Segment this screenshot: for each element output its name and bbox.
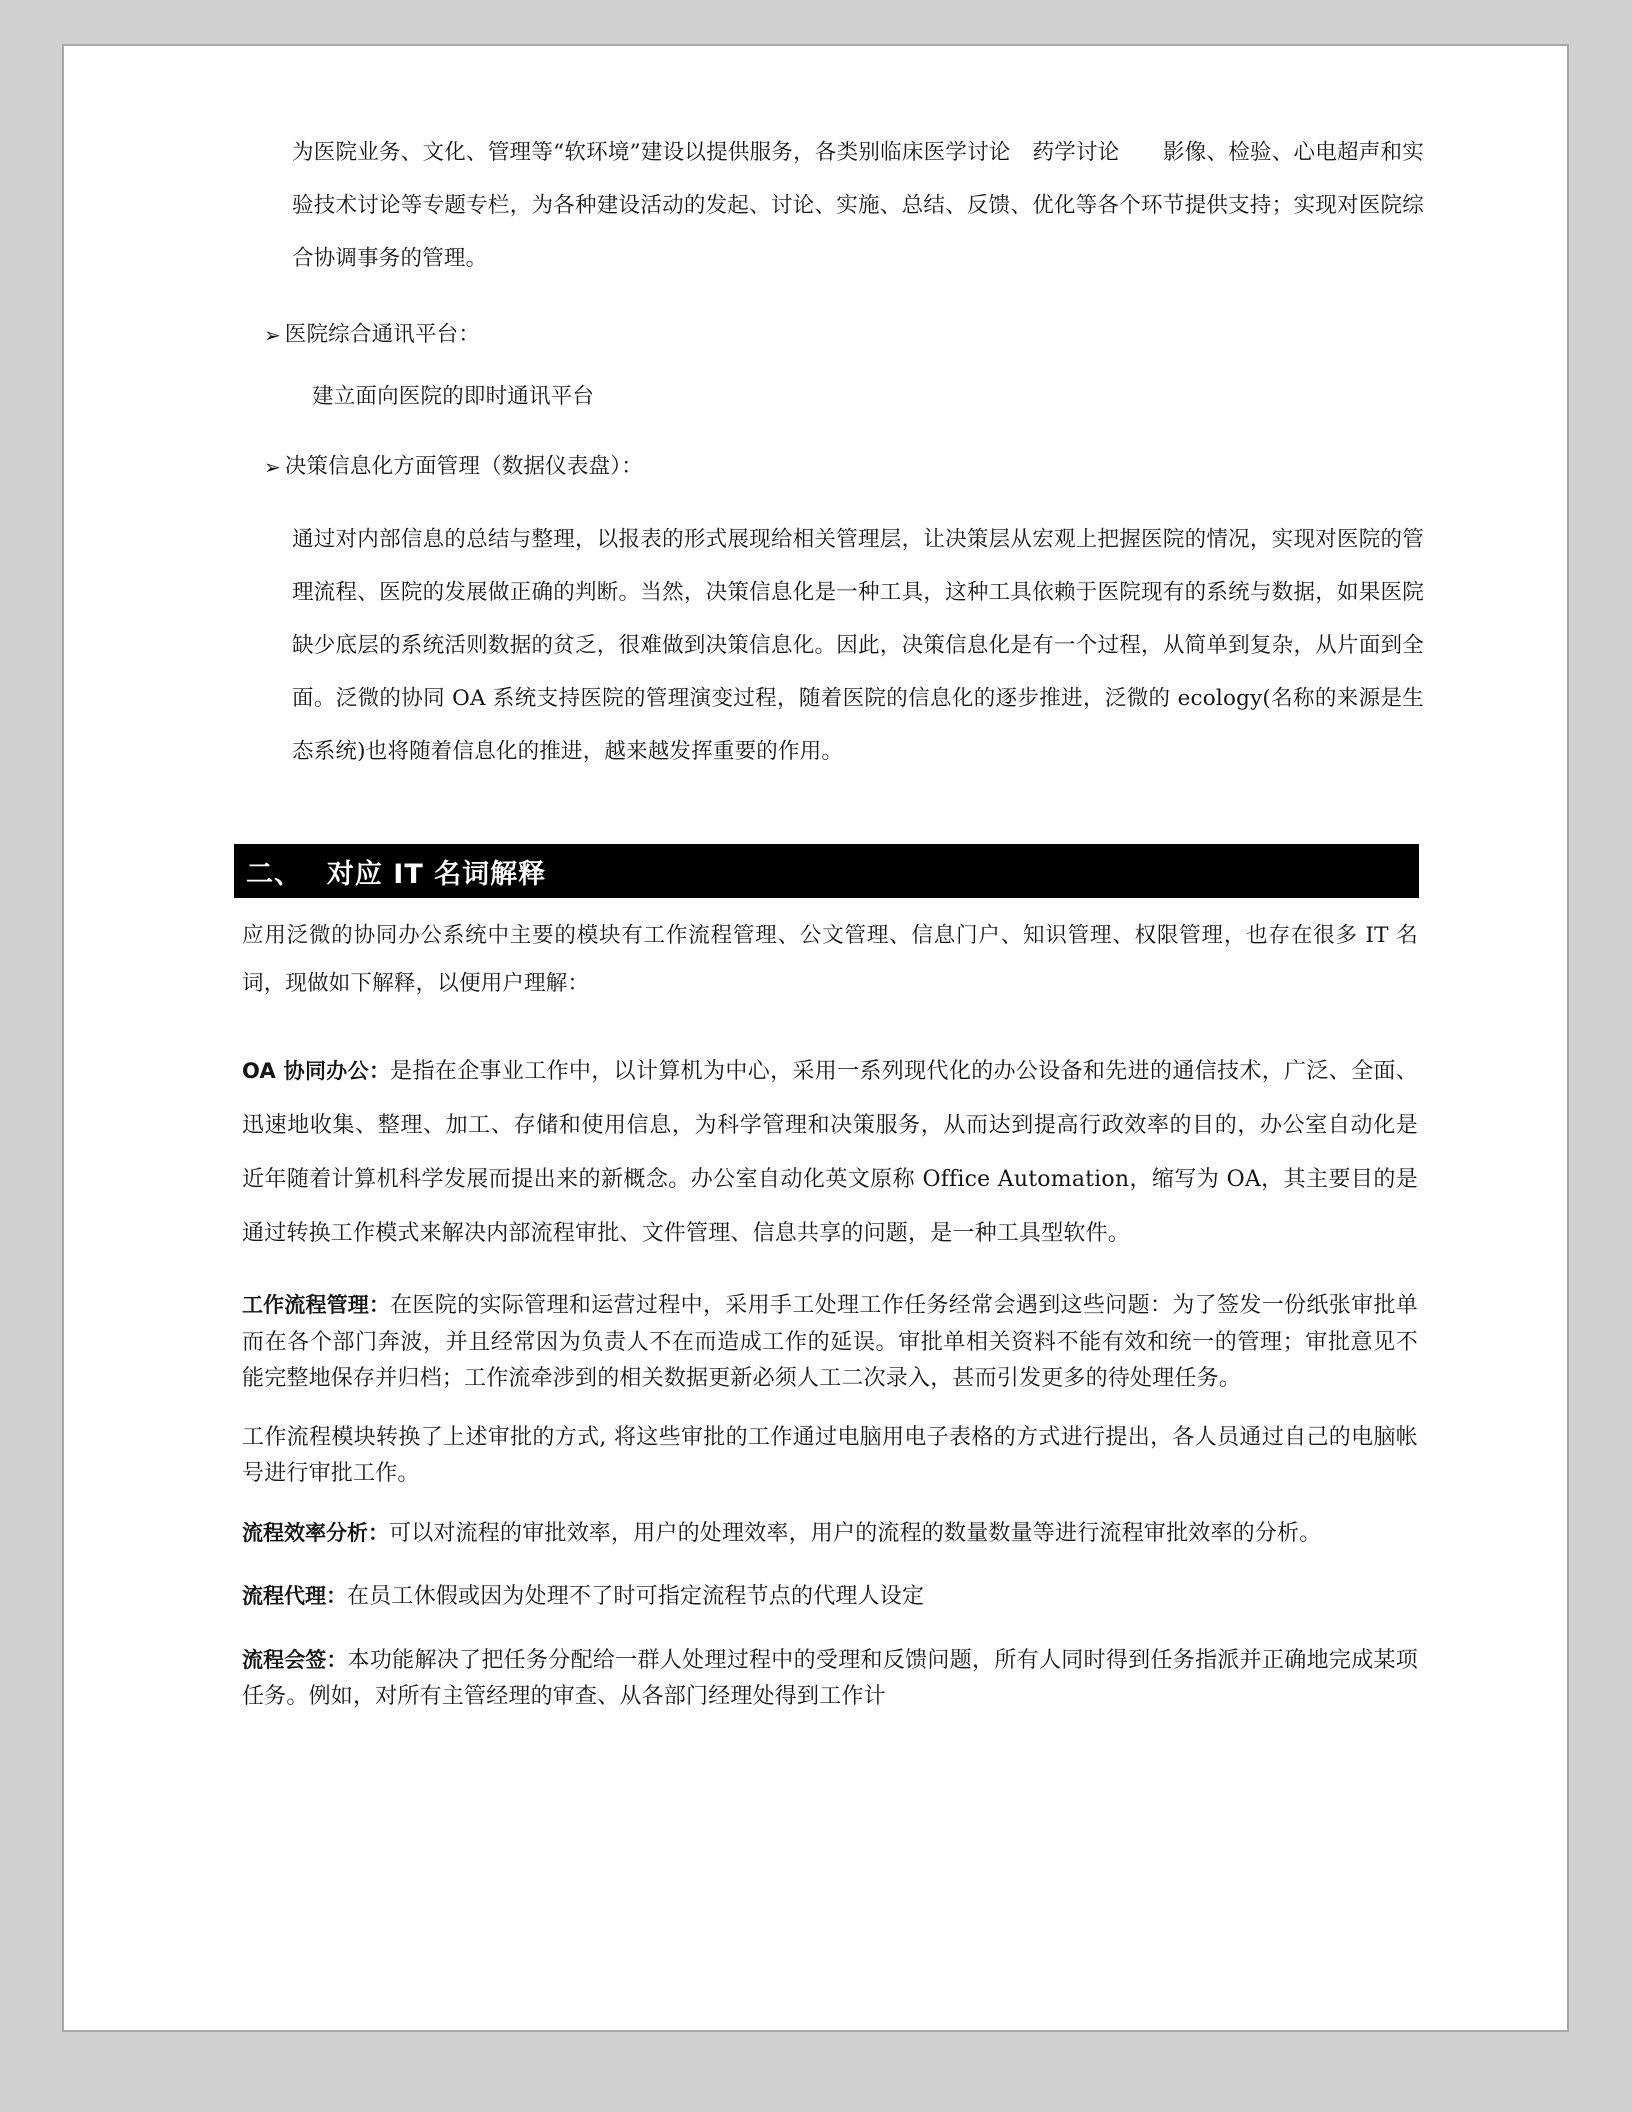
bullet-item-decision-dashboard	[264, 447, 1424, 487]
definition-term-agent: 流程代理	[242, 1584, 326, 1608]
top-paragraph: 为医院业务、文化、管理等“软环境”建设以提供服务，各类别临床医学讨论 药学讨论 影像、检验、心电超声和实验技术讨论等专题专栏，为各种建设活动的发起、讨论、实施、总结、反馈、优化等各个环节提供支持；实现对医院综合协调事务的管理。	[292, 140, 1424, 271]
bullet-sub-text-communication: 建立面向医院的即时通讯平台	[312, 384, 595, 409]
definition-process-agent	[242, 1578, 1418, 1616]
section-heading-bar	[234, 844, 1419, 898]
bullet-item-communication-platform	[264, 315, 1424, 355]
definition-term-oa: OA 协同办公	[242, 1059, 369, 1083]
section-intro-paragraph: 应用泛微的协同办公系统中主要的模块有工作流程管理、公文管理、信息门户、知识管理、权限管理，也存在很多 IT 名词，现做如下解释，以便用户理解：	[242, 923, 1418, 996]
definition-colon: ：	[326, 1647, 348, 1672]
definition-workflow-module	[242, 1420, 1418, 1493]
definition-body-workflow: 在医院的实际管理和运营过程中，采用手工处理工作任务经常会遇到这些问题：为了签发一份纸张审批单而在各个部门奔波，并且经常因为负责人不在而造成工作的延误。审批单相关资料不能有效和统一的管理；审批意见不能完整地保存并归档；工作流牵涉到的相关数据更新必须人工二次录入，甚而引发更多的待处理任务。	[242, 1293, 1418, 1391]
definition-oa	[242, 1044, 1418, 1261]
section-heading-text: 二、 对应 IT 名词解释	[246, 858, 547, 890]
bullet-title: 医院综合通讯平台：	[284, 322, 481, 347]
bullet-arrow-icon: ➢	[264, 323, 281, 347]
definition-term-workflow: 工作流程管理	[242, 1293, 369, 1317]
document-page	[62, 44, 1569, 2032]
definition-term-efficiency: 流程效率分析	[242, 1520, 368, 1545]
definition-body-countersign: 本功能解决了把任务分配给一群人处理过程中的受理和反馈问题，所有人同时得到任务指派并正确地完成某项任务。例如，对所有主管经理的审查、从各部门经理处得到工作计	[242, 1647, 1419, 1709]
decision-informatization-paragraph: 通过对内部信息的总结与整理，以报表的形式展现给相关管理层，让决策层从宏观上把握医院的情况，实现对医院的管理流程、医院的发展做正确的判断。当然，决策信息化是一种工具，这种工具依赖于医院现有的系统与数据，如果医院缺少底层的系统活则数据的贫乏，很难做到决策信息化。因此，决策信息化是有一个过程，从简单到复杂，从片面到全面。泛微的协同 OA 系统支持医院的管理演变过程，随着医院的信息化的逐步推进，泛微的 ecology(名称的来源是生态系统)也将随着信息化的推进，越来越发挥重要的作用。	[292, 527, 1424, 764]
definition-body-agent: 在员工休假或因为处理不了时可指定流程节点的代理人设定	[347, 1584, 925, 1609]
bullet-arrow-icon: ➢	[264, 455, 281, 479]
definition-term-countersign: 流程会签	[242, 1647, 327, 1672]
definition-body-oa: 是指在企事业工作中，以计算机为中心，采用一系列现代化的办公设备和先进的通信技术，广泛、全面、迅速地收集、整理、加工、存储和使用信息，为科学管理和决策服务，从而达到提高行政效率的目的，办公室自动化是近年随着计算机科学发展而提出来的新概念。办公室自动化英文原称 Office Automation，缩写为 OA，其主要目的是通过转换工作模式来解决内部流程审批、文件管理、信息共享的问题，是一种工具型软件。	[242, 1059, 1418, 1246]
definition-colon: ：	[368, 1520, 389, 1545]
definition-process-efficiency	[242, 1515, 1418, 1553]
definition-body-workflow-module: 工作流程模块转换了上述审批的方式, 将这些审批的工作通过电脑用电子表格的方式进行提出，各人员通过自己的电脑帐号进行审批工作。	[242, 1424, 1418, 1486]
definition-colon: ：	[368, 1293, 391, 1317]
definition-process-countersign	[242, 1642, 1418, 1716]
definition-colon: ：	[326, 1584, 347, 1608]
page-content-area	[234, 126, 1424, 1738]
definition-body-efficiency: 可以对流程的审批效率，用户的处理效率，用户的流程的数量数量等进行流程审批效率的分析。	[389, 1520, 1322, 1546]
bullet-title: 决策信息化方面管理（数据仪表盘）：	[284, 454, 643, 479]
definition-colon: ：	[369, 1059, 391, 1083]
definition-workflow-management	[242, 1287, 1418, 1398]
